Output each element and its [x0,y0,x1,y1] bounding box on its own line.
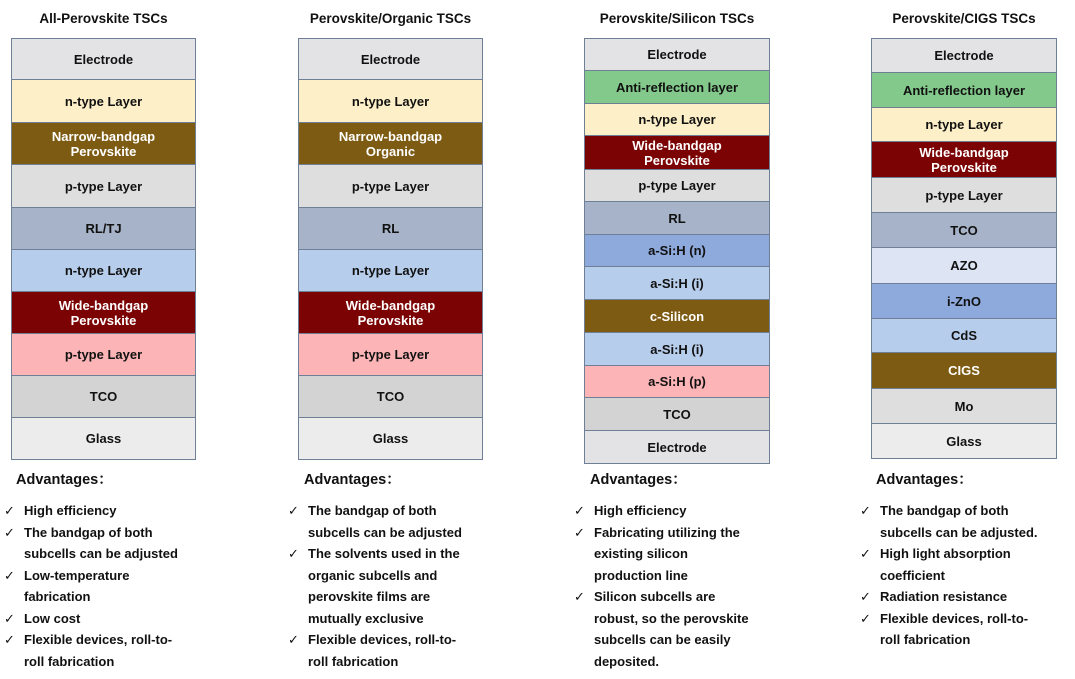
layer-electrode [298,38,483,80]
layer-label: c-Silicon [649,308,705,324]
layer-label: p-type Layer [351,347,430,362]
layer-label: TCO [376,389,405,404]
layer-label: AZO [950,258,978,273]
layer-label: n-type Layer [64,93,143,109]
advantage-text: The solvents used in the organic subcells and perovskite films are mutually exclusive [308,546,460,626]
layer-p-type-layer [11,164,196,208]
layer-n-type-layer [298,249,483,292]
layer-label: n-type Layer [925,117,1003,132]
layer-label: Mo [954,398,974,414]
layer-tco [298,375,483,418]
layer-electrode [584,38,770,71]
layer-label: n-type Layer [64,263,143,278]
checkmark-icon: ✓ [288,632,299,647]
advantage-text: Fabricating utilizing the existing silicon production line [594,524,740,583]
layer-n-type-layer [11,249,196,292]
advantages-heading: Advantages： [304,472,401,488]
panel-title: All-Perovskite TSCs [39,11,168,26]
checkmark-icon: ✓ [4,610,15,626]
layer-i-zno [871,283,1057,319]
panel-title: Perovskite/CIGS TSCs [892,11,1036,26]
layer-label: n-type Layer [638,112,716,127]
advantages-list [856,500,1038,651]
advantage-item [284,500,462,543]
advantage-item [284,629,462,672]
layer-n-type-layer [871,107,1057,142]
layer-label: Anti-reflection layer [902,82,1026,98]
checkmark-icon: ✓ [574,589,585,604]
panel-title: Perovskite/Silicon TSCs [599,11,755,26]
layer-electrode [871,38,1057,73]
layer-anti-reflection-layer [871,72,1057,108]
checkmark-icon: ✓ [574,524,585,540]
advantage-item [856,586,1038,608]
layer-c-silicon [584,299,770,333]
layer-label: n-type Layer [351,263,430,278]
layer-cigs [871,352,1057,389]
layer-azo [871,247,1057,284]
layer-n-type-layer [298,79,483,123]
checkmark-icon: ✓ [860,610,871,626]
layer-stack [298,38,483,460]
layer-label: Wide-bandgap Perovskite [345,297,436,328]
layer-wide-bandgap-perovskite [11,291,196,334]
layer-a-si-h-i [584,332,770,366]
layer-label: Narrow-bandgap Perovskite [51,128,156,159]
layer-label: Wide-bandgap Perovskite [919,144,1009,175]
checkmark-icon: ✓ [4,524,15,540]
layer-p-type-layer [584,169,770,202]
layer-tco [584,397,770,431]
layer-label: a-Si:H (p) [648,374,706,389]
advantages-list [0,500,178,672]
layer-electrode [11,38,196,80]
layer-label: RL/TJ [85,221,122,236]
layer-label: Glass [372,431,409,446]
advantage-item [856,500,1038,543]
checkmark-icon: ✓ [4,503,15,518]
layer-stack [11,38,196,460]
advantage-text: Silicon subcells are robust, so the perovskite subcells can be easily deposited. [594,589,749,669]
layer-label: Electrode [647,47,707,62]
layer-wide-bandgap-perovskite [871,141,1057,178]
advantage-item [570,586,749,672]
advantage-text: High efficiency [594,503,687,518]
layer-anti-reflection-layer [584,70,770,104]
advantage-item [0,565,178,608]
checkmark-icon: ✓ [4,567,15,583]
advantage-text: Low cost [24,610,81,626]
layer-glass [298,417,483,460]
layer-label: Electrode [934,48,994,63]
advantages-heading: Advantages： [876,472,973,488]
advantage-item [284,543,462,629]
checkmark-icon: ✓ [4,632,15,647]
advantage-text: Flexible devices, roll-to- roll fabrication [308,632,457,669]
layer-label: a-Si:H (i) [650,341,704,357]
layer-wide-bandgap-perovskite [298,291,483,334]
checkmark-icon: ✓ [288,546,299,561]
layer-label: CIGS [948,363,980,378]
layer-n-type-layer [584,103,770,136]
layer-label: Anti-reflection layer [615,79,739,95]
layer-label: n-type Layer [351,93,430,109]
layer-label: TCO [950,222,978,238]
layer-narrow-bandgap-perovskite [11,122,196,165]
layer-label: p-type Layer [925,187,1003,203]
layer-tco [11,375,196,418]
layer-label: Narrow-bandgap Organic [338,128,443,159]
advantage-item [570,500,749,522]
layer-a-si-h-i [584,266,770,300]
layer-label: CdS [951,328,977,343]
layer-narrow-bandgap-organic [298,122,483,165]
layer-label: Glass [946,433,982,449]
layer-label: p-type Layer [64,347,143,362]
layer-electrode [584,430,770,464]
advantage-text: High light absorption coefficient [880,546,1011,583]
layer-label: p-type Layer [351,178,430,194]
layer-glass [11,417,196,460]
layer-p-type-layer [298,164,483,208]
advantages-heading: Advantages： [16,472,113,488]
layer-p-type-layer [11,333,196,376]
advantage-item [856,608,1038,651]
checkmark-icon: ✓ [860,589,871,604]
advantage-item [856,543,1038,586]
layer-rl-tj [11,207,196,250]
advantage-item [0,500,178,522]
layer-label: TCO [663,406,691,422]
checkmark-icon: ✓ [288,503,299,518]
layer-mo [871,388,1057,424]
layer-stack [584,38,770,464]
layer-a-si-h-p [584,365,770,398]
layer-label: RL [668,210,686,226]
layer-label: Electrode [647,439,707,455]
layer-label: Electrode [360,51,421,67]
layer-rl [584,201,770,235]
advantage-text: Radiation resistance [880,589,1008,604]
advantage-text: Flexible devices, roll-to- roll fabrication [24,632,173,669]
layer-stack [871,38,1057,459]
layer-n-type-layer [11,79,196,123]
layer-label: i-ZnO [947,293,981,309]
advantage-item [0,629,178,672]
checkmark-icon: ✓ [860,503,871,518]
checkmark-icon: ✓ [860,546,871,561]
layer-p-type-layer [298,333,483,376]
layer-label: Electrode [73,51,134,67]
layer-glass [871,423,1057,459]
advantage-text: The bandgap of both subcells can be adjusted. [880,503,1038,540]
layer-label: p-type Layer [638,178,716,193]
layer-label: TCO [89,389,118,404]
layer-tco [871,212,1057,248]
checkmark-icon: ✓ [574,503,585,518]
layer-label: a-Si:H (i) [650,275,704,291]
advantage-text: The bandgap of both subcells can be adjusted [24,524,178,561]
layer-label: Wide-bandgap Perovskite [632,137,722,168]
advantages-list [570,500,749,672]
layer-label: Wide-bandgap Perovskite [58,297,149,328]
layer-label: RL [381,221,400,236]
layer-rl [298,207,483,250]
advantage-text: The bandgap of both subcells can be adjusted [308,503,462,540]
advantage-text: Flexible devices, roll-to- roll fabrication [880,610,1029,647]
layer-p-type-layer [871,177,1057,213]
advantages-heading: Advantages： [590,472,687,488]
advantage-text: Low-temperature fabrication [24,567,130,604]
advantage-item [570,522,749,587]
advantage-item [0,608,178,630]
advantages-list [284,500,462,672]
layer-wide-bandgap-perovskite [584,135,770,170]
layer-label: a-Si:H (n) [648,243,706,258]
advantage-text: High efficiency [24,503,117,518]
layer-label: Glass [85,431,122,446]
layer-label: p-type Layer [64,178,143,194]
advantage-item [0,522,178,565]
panel-title: Perovskite/Organic TSCs [309,11,472,26]
layer-cds [871,318,1057,353]
layer-a-si-h-n [584,234,770,267]
